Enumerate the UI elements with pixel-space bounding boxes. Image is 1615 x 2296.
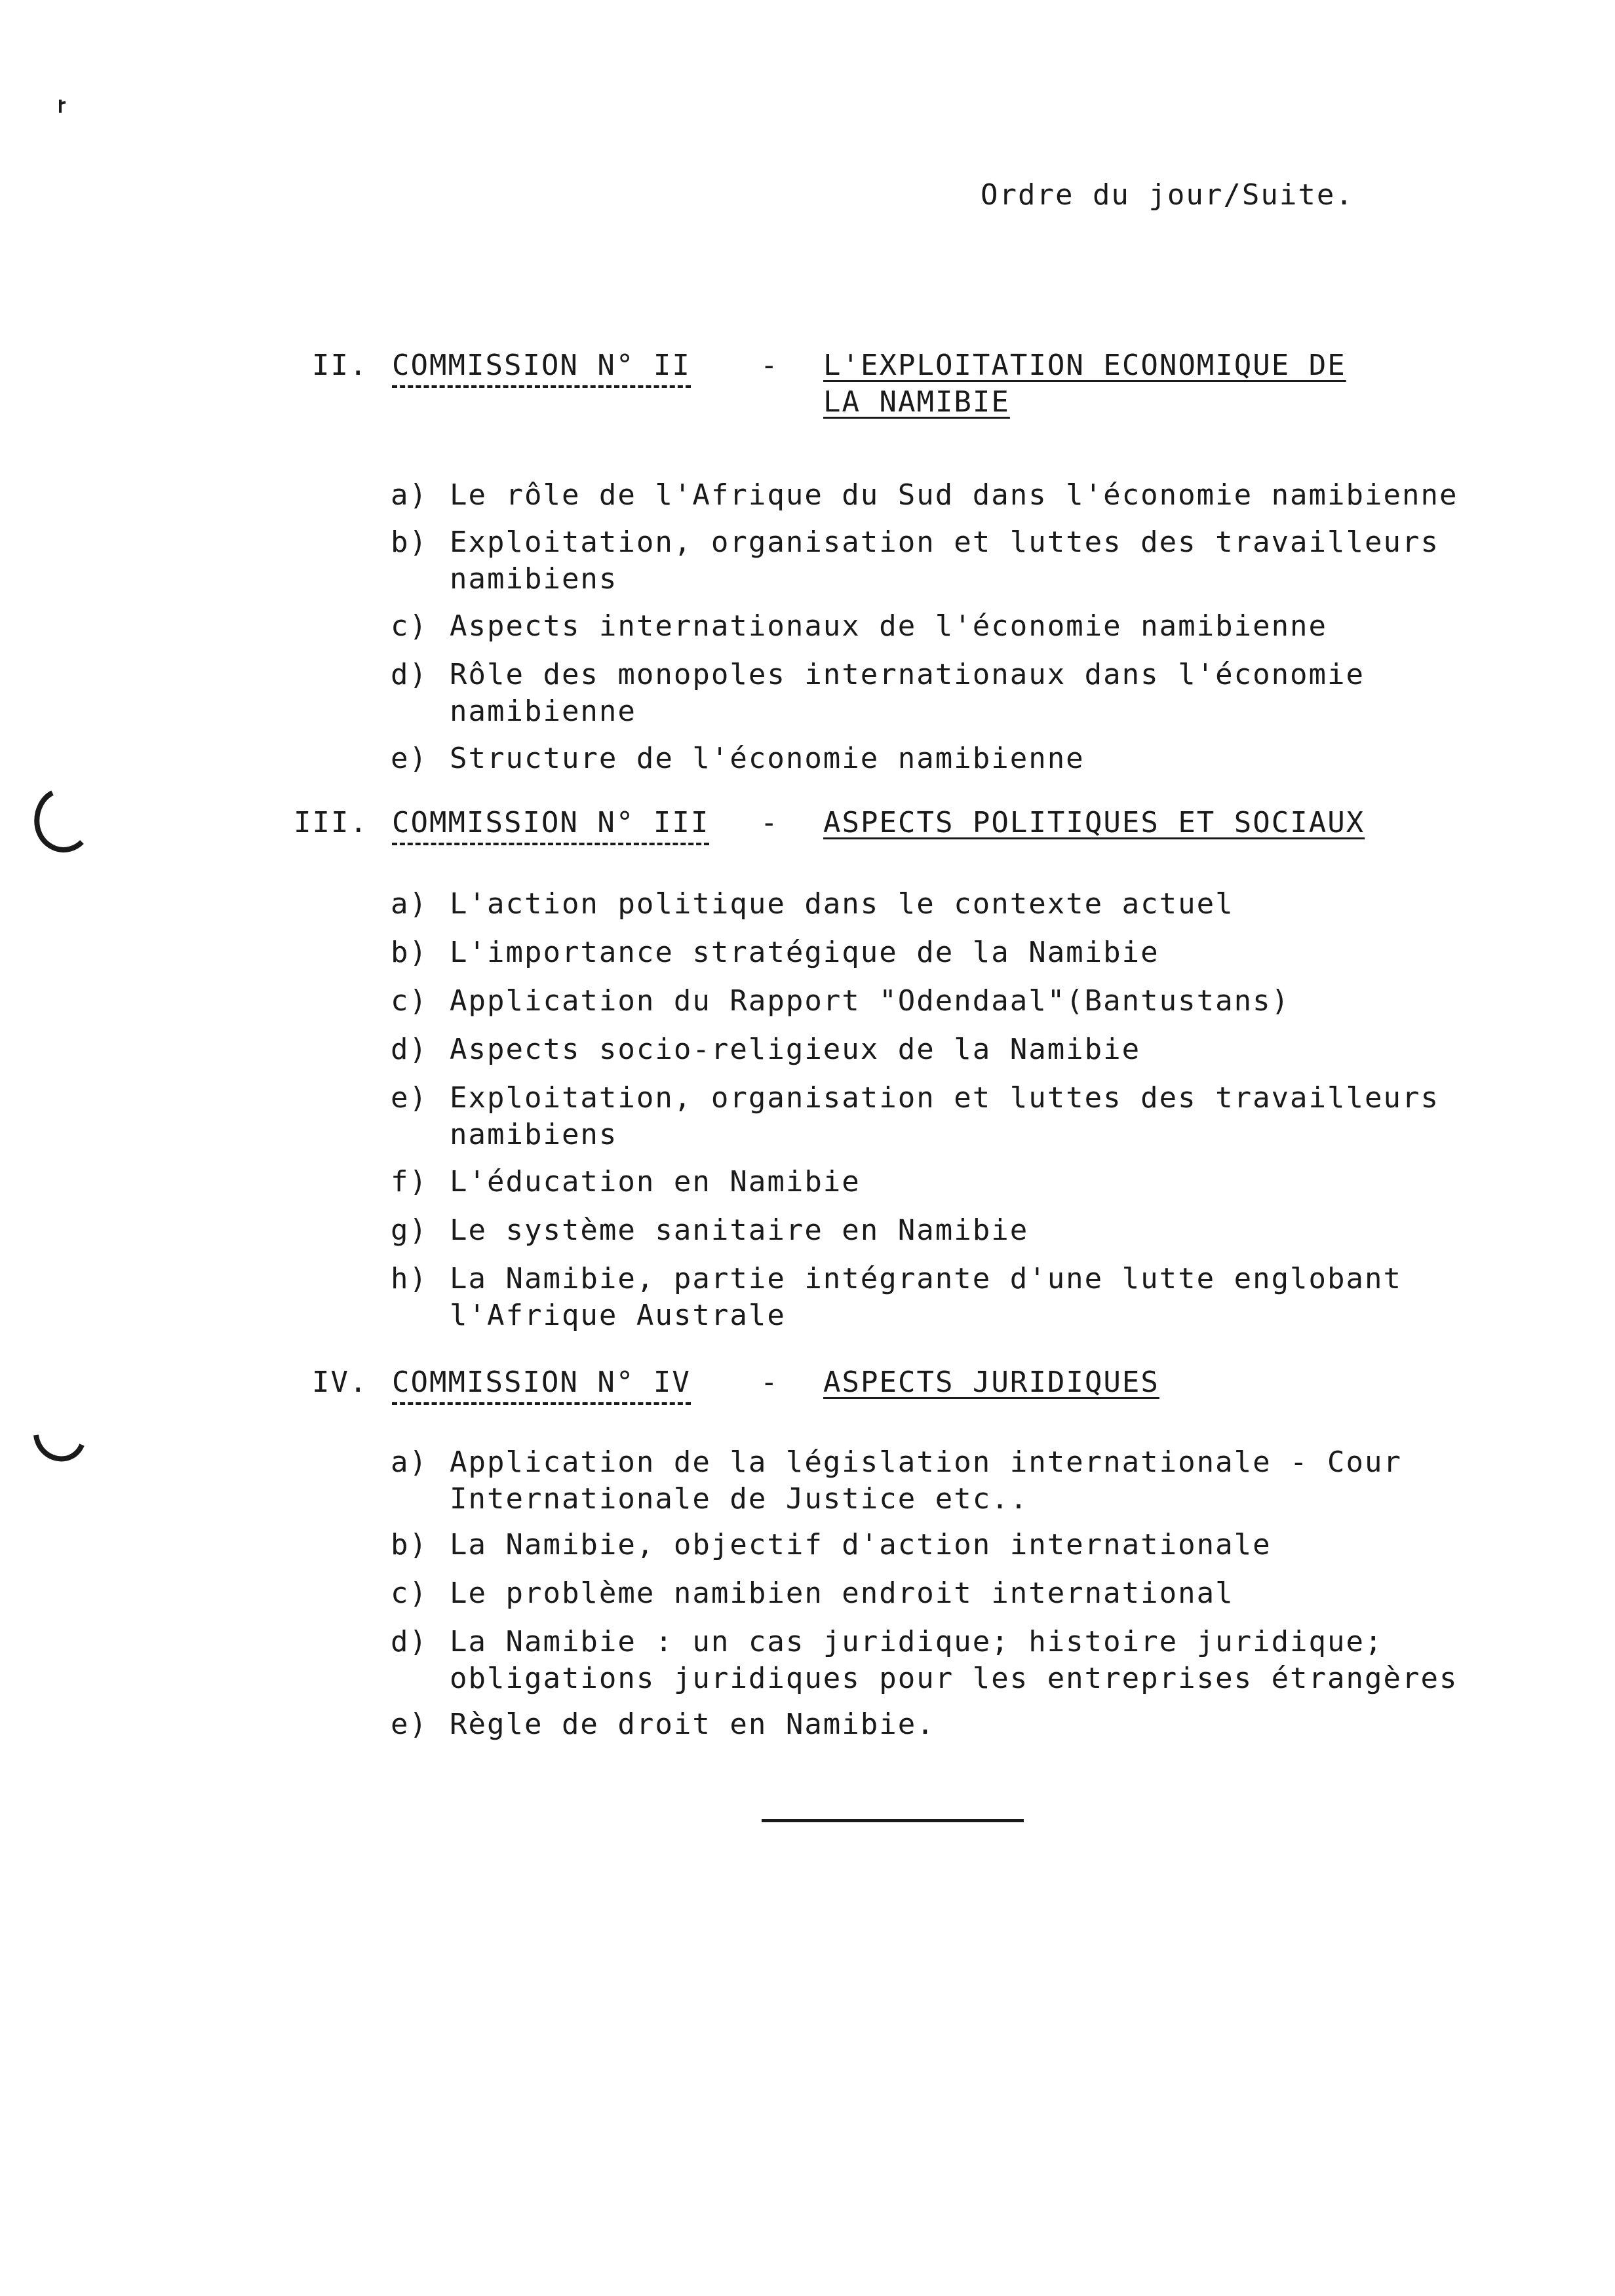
item-text: La Namibie, partie intégrante d'une lutte englobant — [450, 1262, 1403, 1295]
section-title-line: ASPECTS JURIDIQUES — [823, 1366, 1159, 1399]
section-title — [823, 1364, 1159, 1401]
item-text: Exploitation, organisation et luttes des travailleurs — [450, 526, 1439, 559]
item-text: Exploitation, organisation et luttes des travailleurs — [450, 1081, 1439, 1115]
item-label: g) — [391, 1214, 428, 1247]
heading-dash: - — [760, 806, 779, 839]
item-text: L'éducation en Namibie — [450, 1165, 861, 1198]
item-label: e) — [391, 742, 428, 775]
item-label: c) — [391, 984, 428, 1018]
item-label: e) — [391, 1081, 428, 1115]
item-text: obligations juridiques pour les entreprises étrangères — [450, 1662, 1458, 1695]
section-heading — [0, 347, 1615, 432]
page-header: Ordre du jour/Suite. — [981, 178, 1354, 212]
section-title — [823, 805, 1365, 841]
item-text: Application de la législation internationale - Cour — [450, 1445, 1403, 1479]
item-label: d) — [391, 1625, 428, 1658]
commission-label: COMMISSION N° II — [392, 347, 691, 388]
item-text: Le système sanitaire en Namibie — [450, 1214, 1029, 1247]
heading-dash: - — [760, 349, 779, 382]
commission-label: COMMISSION N° IV — [392, 1364, 691, 1405]
section-number: II. — [312, 349, 368, 382]
commission-label: COMMISSION N° III — [392, 805, 709, 845]
item-text: L'importance stratégique de la Namibie — [450, 936, 1159, 969]
item-text: Rôle des monopoles internationaux dans l'économie — [450, 658, 1365, 691]
item-text: namibiens — [450, 562, 618, 596]
item-label: c) — [391, 1577, 428, 1610]
item-text: Règle de droit en Namibie. — [450, 1708, 935, 1741]
item-label: d) — [391, 658, 428, 691]
item-text: l'Afrique Australe — [450, 1299, 786, 1332]
item-label: d) — [391, 1033, 428, 1066]
item-text: Le problème namibien endroit international — [450, 1577, 1234, 1610]
section-title — [823, 347, 1346, 421]
item-text: La Namibie : un cas juridique; histoire juridique; — [450, 1625, 1384, 1658]
item-label: e) — [391, 1708, 428, 1741]
section-heading — [0, 1364, 1615, 1410]
item-text: Le rôle de l'Afrique du Sud dans l'économie namibienne — [450, 478, 1458, 512]
section-title-line: ASPECTS POLITIQUES ET SOCIAUX — [823, 806, 1365, 839]
section-title-line: LA NAMIBIE — [823, 385, 1010, 419]
item-text: namibienne — [450, 695, 636, 728]
section-number: III. — [294, 806, 368, 839]
item-text: Aspects socio-religieux de la Namibie — [450, 1033, 1141, 1066]
item-text: L'action politique dans le contexte actuel — [450, 887, 1234, 921]
scan-speck — [55, 98, 68, 114]
heading-dash: - — [760, 1366, 779, 1399]
item-label: b) — [391, 526, 428, 559]
punch-hole-mark-bottom — [26, 1415, 98, 1474]
item-text: namibiens — [450, 1118, 618, 1151]
section-number: IV. — [312, 1366, 368, 1399]
item-label: a) — [391, 1445, 428, 1479]
item-text: Internationale de Justice etc.. — [450, 1482, 1029, 1516]
item-label: f) — [391, 1165, 428, 1198]
item-label: a) — [391, 887, 428, 921]
item-label: h) — [391, 1262, 428, 1295]
section-title-line: L'EXPLOITATION ECONOMIQUE DE — [823, 349, 1346, 382]
item-label: a) — [391, 478, 428, 512]
item-label: c) — [391, 609, 428, 643]
item-label: b) — [391, 936, 428, 969]
item-text: Aspects internationaux de l'économie namibienne — [450, 609, 1328, 643]
end-rule — [762, 1819, 1024, 1822]
section-heading — [0, 805, 1615, 851]
item-text: La Namibie, objectif d'action internationale — [450, 1528, 1272, 1561]
item-label: b) — [391, 1528, 428, 1561]
item-text: Structure de l'économie namibienne — [450, 742, 1085, 775]
item-text: Application du Rapport "Odendaal"(Bantustans) — [450, 984, 1291, 1018]
